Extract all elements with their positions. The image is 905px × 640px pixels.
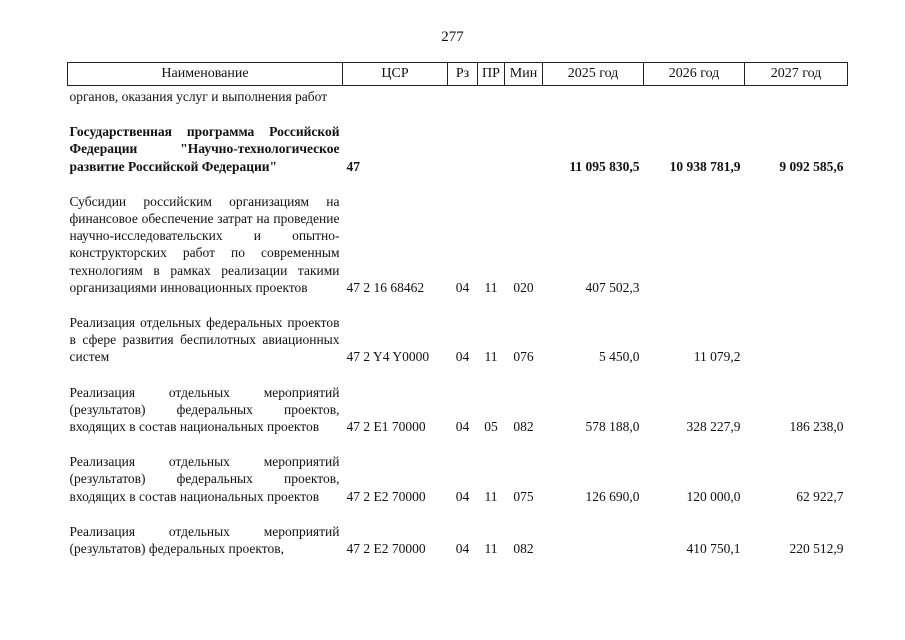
row-pr bbox=[478, 86, 505, 124]
row-csr: 47 2 E2 70000 bbox=[346, 541, 426, 557]
row-name: Реализация отдельных мероприятий (результатов) федеральных проектов, входящих в состав национальных проектов bbox=[69, 384, 340, 435]
header-name: Наименование bbox=[68, 63, 343, 86]
row-csr: 47 2 E2 70000 bbox=[346, 488, 426, 504]
row-min: 075 bbox=[513, 488, 534, 504]
row-csr: 47 2 Y4 Y0000 bbox=[346, 349, 430, 365]
row-pr: 11 bbox=[484, 488, 498, 504]
row-2025: 5 450,0 bbox=[599, 349, 640, 365]
header-pr: ПР bbox=[478, 63, 505, 86]
row-2027: 220 512,9 bbox=[789, 541, 844, 557]
row-2026 bbox=[644, 193, 745, 314]
row-rz: 04 bbox=[455, 349, 470, 365]
row-name: Реализация отдельных мероприятий (результатов) федеральных проектов, bbox=[69, 523, 340, 557]
budget-table bbox=[67, 62, 848, 557]
row-rz: 04 bbox=[455, 419, 470, 435]
row-min bbox=[505, 86, 543, 124]
row-2027 bbox=[745, 86, 848, 124]
row-csr: 47 bbox=[346, 158, 360, 174]
header-2026: 2026 год bbox=[644, 63, 745, 86]
row-2026 bbox=[644, 86, 745, 124]
table-row bbox=[68, 314, 848, 384]
row-2025: 407 502,3 bbox=[585, 279, 640, 295]
row-2025: 11 095 830,5 bbox=[569, 158, 640, 174]
row-2027: 62 922,7 bbox=[796, 488, 844, 504]
row-pr: 11 bbox=[484, 279, 498, 295]
row-2026: 120 000,0 bbox=[686, 488, 741, 504]
row-2026: 11 079,2 bbox=[693, 349, 741, 365]
row-min: 082 bbox=[513, 541, 534, 557]
row-2027: 9 092 585,6 bbox=[779, 158, 844, 174]
table-row bbox=[68, 123, 848, 193]
row-pr: 05 bbox=[484, 419, 498, 435]
table-row bbox=[68, 86, 848, 124]
row-2026: 10 938 781,9 bbox=[669, 158, 741, 174]
row-csr: 47 2 16 68462 bbox=[346, 279, 425, 295]
row-name: Субсидии российским организациям на финансовое обеспечение затрат на проведение научно-исследовательских и опытно-конструкторских работ по современным технологиям в рамках реализации такими организациями инновационных проектов bbox=[69, 193, 340, 295]
row-name: Государственная программа Российской Федерации "Научно-технологическое развитие Российской Федерации" bbox=[69, 124, 340, 174]
table-row bbox=[68, 384, 848, 454]
table-row bbox=[68, 523, 848, 557]
row-2025 bbox=[543, 86, 644, 124]
row-2025: 126 690,0 bbox=[585, 488, 640, 504]
row-rz bbox=[448, 86, 478, 124]
row-name: Реализация отдельных федеральных проектов в сфере развития беспилотных авиационных систем bbox=[69, 315, 340, 365]
row-rz: 04 bbox=[455, 279, 470, 295]
row-min: 076 bbox=[513, 349, 534, 365]
header-2027: 2027 год bbox=[745, 63, 848, 86]
table-row bbox=[68, 453, 848, 523]
header-min: Мин bbox=[505, 63, 543, 86]
row-min: 082 bbox=[513, 419, 534, 435]
row-2026: 410 750,1 bbox=[686, 541, 741, 557]
row-2027 bbox=[745, 193, 848, 314]
header-csr: ЦСР bbox=[343, 63, 448, 86]
row-2026: 328 227,9 bbox=[686, 419, 741, 435]
row-pr bbox=[478, 123, 505, 193]
header-2025: 2025 год bbox=[543, 63, 644, 86]
row-rz: 04 bbox=[455, 541, 470, 557]
table-row bbox=[68, 193, 848, 314]
row-csr bbox=[343, 86, 448, 124]
row-2025: 578 188,0 bbox=[585, 419, 640, 435]
row-rz: 04 bbox=[455, 488, 470, 504]
page-number: 277 bbox=[441, 29, 464, 45]
table-header-row bbox=[68, 63, 848, 86]
row-pr: 11 bbox=[484, 541, 498, 557]
row-min: 020 bbox=[513, 279, 534, 295]
row-csr: 47 2 E1 70000 bbox=[346, 419, 426, 435]
header-rz: Рз bbox=[448, 63, 478, 86]
row-name: Реализация отдельных мероприятий (результатов) федеральных проектов, входящих в состав национальных проектов bbox=[69, 454, 340, 504]
row-2025 bbox=[543, 523, 644, 557]
row-name: органов, оказания услуг и выполнения работ bbox=[69, 89, 328, 104]
row-min bbox=[505, 123, 543, 193]
row-2027 bbox=[745, 314, 848, 384]
row-pr: 11 bbox=[484, 349, 498, 365]
row-2027: 186 238,0 bbox=[789, 419, 844, 435]
row-rz bbox=[448, 123, 478, 193]
